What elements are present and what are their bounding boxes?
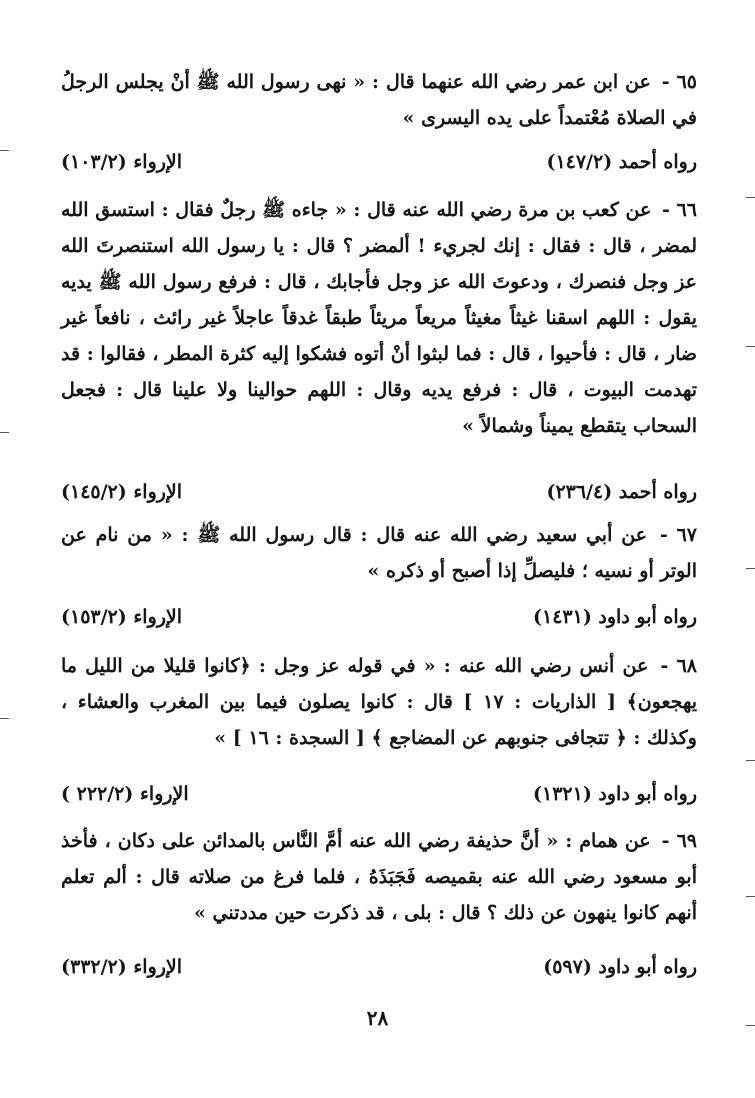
hadith-67 (61, 517, 697, 589)
margin-mark (746, 896, 755, 897)
hadith-69-reference (61, 950, 697, 984)
hadith-number: ٦٩ - (661, 830, 697, 852)
irwa-citation: الإرواء (١٤٥/٢) (61, 481, 183, 503)
hadith-text: عن كعب بن مرة رضي الله عنه قال : « جاءه ﷺ رجلٌ فقال : استسق الله لمضر ، قال : فقال : إنك لجريء ! ألمضر ؟ قال : يا رسول الله استنصرتَ الله عز وجل فنصرك ، ودعوتَ الله عز وجل فأجابك ، قال : فرفع رسول الله ﷺ يديه يقول : اللهم اسقنا غيثاً مغيثاً مريعاً مريئاً طبقاً غدقاً عاجلاً غير رائث ، نافعاً غير ضار ، قال : فأحيوا ، قال : فما لبثوا أنْ أتوه فشكوا إليه كثرة المطر ، فقالوا : قد تهدمت البيوت ، قال : فرفع يديه وقال : اللهم حوالينا ولا علينا قال : فجعل السحاب يتقطع يميناً وشمالاً » (61, 199, 697, 437)
hadith-number: ٦٧ - (659, 524, 697, 546)
margin-mark (746, 197, 755, 198)
source-citation: رواه أحمد (٢٣٦/٤) (546, 481, 697, 503)
hadith-text: عن همام : « أنَّ حذيفة رضي الله عنه أمَّ النَّاس بالمدائن على دكان ، فأخذ أبو مسعود رضي الله عنه بقميصه فَجَبَذَهُ ، فلما فرغ من صلاته قال : ألم تعلم أنهم كانوا ينهون عن ذلك ؟ قال : بلى ، قد ذكرت حين مددتني » (61, 830, 697, 924)
irwa-citation: الإرواء (٢٢٢/٢ ) (61, 783, 189, 805)
margin-mark (0, 432, 9, 433)
hadith-number: ٦٥ - (661, 71, 697, 93)
irwa-citation: الإرواء (١٠٣/٢) (61, 151, 183, 173)
hadith-text: عن ابن عمر رضي الله عنهما قال : « نهى رسول الله ﷺ أنْ يجلس الرجلُ في الصلاة مُعْتمداً على يده اليسرى » (61, 71, 697, 129)
hadith-68 (61, 648, 697, 756)
margin-mark (746, 1025, 755, 1026)
page-number: ٢٨ (366, 1006, 389, 1030)
hadith-65-reference (61, 145, 697, 179)
hadith-number: ٦٦ - (662, 199, 697, 221)
hadith-66 (61, 192, 697, 444)
hadith-68-reference (61, 777, 697, 811)
hadith-text: عن أبي سعيد رضي الله عنه قال : قال رسول الله ﷺ : « من نام عن الوتر أو نسيه ؛ فليصلِّ إذا أصبح أو ذكره » (61, 524, 697, 582)
hadith-text: عن أنس رضي الله عنه : « في قوله عز وجل : ﴿كانوا قليلا من الليل ما يهجعون﴾ [ الذاريات : ١٧ ] قال : كانوا يصلون فيما بين المغرب والعشاء ، وكذلك : ﴿ تتجافى جنوبهم عن المضاجع ﴾ [ السجدة : ١٦ ] » (61, 655, 697, 749)
margin-mark (746, 568, 755, 569)
hadith-number: ٦٨ - (660, 655, 697, 677)
margin-mark (746, 346, 755, 347)
hadith-67-reference (61, 600, 697, 634)
hadith-65 (61, 64, 697, 136)
margin-mark (0, 718, 9, 719)
margin-mark (0, 150, 9, 151)
source-citation: رواه أبو داود (٥٩٧) (543, 956, 697, 978)
irwa-citation: الإرواء (١٥٣/٢) (61, 606, 183, 628)
source-citation: رواه أبو داود (١٣٢١) (532, 783, 697, 805)
hadith-66-reference (61, 475, 697, 509)
irwa-citation: الإرواء (٣٣٢/٢) (61, 956, 183, 978)
source-citation: رواه أحمد (١٤٧/٢) (546, 151, 697, 173)
source-citation: رواه أبو داود (١٤٣١) (532, 606, 697, 628)
margin-mark (746, 760, 755, 761)
hadith-69 (61, 823, 697, 931)
